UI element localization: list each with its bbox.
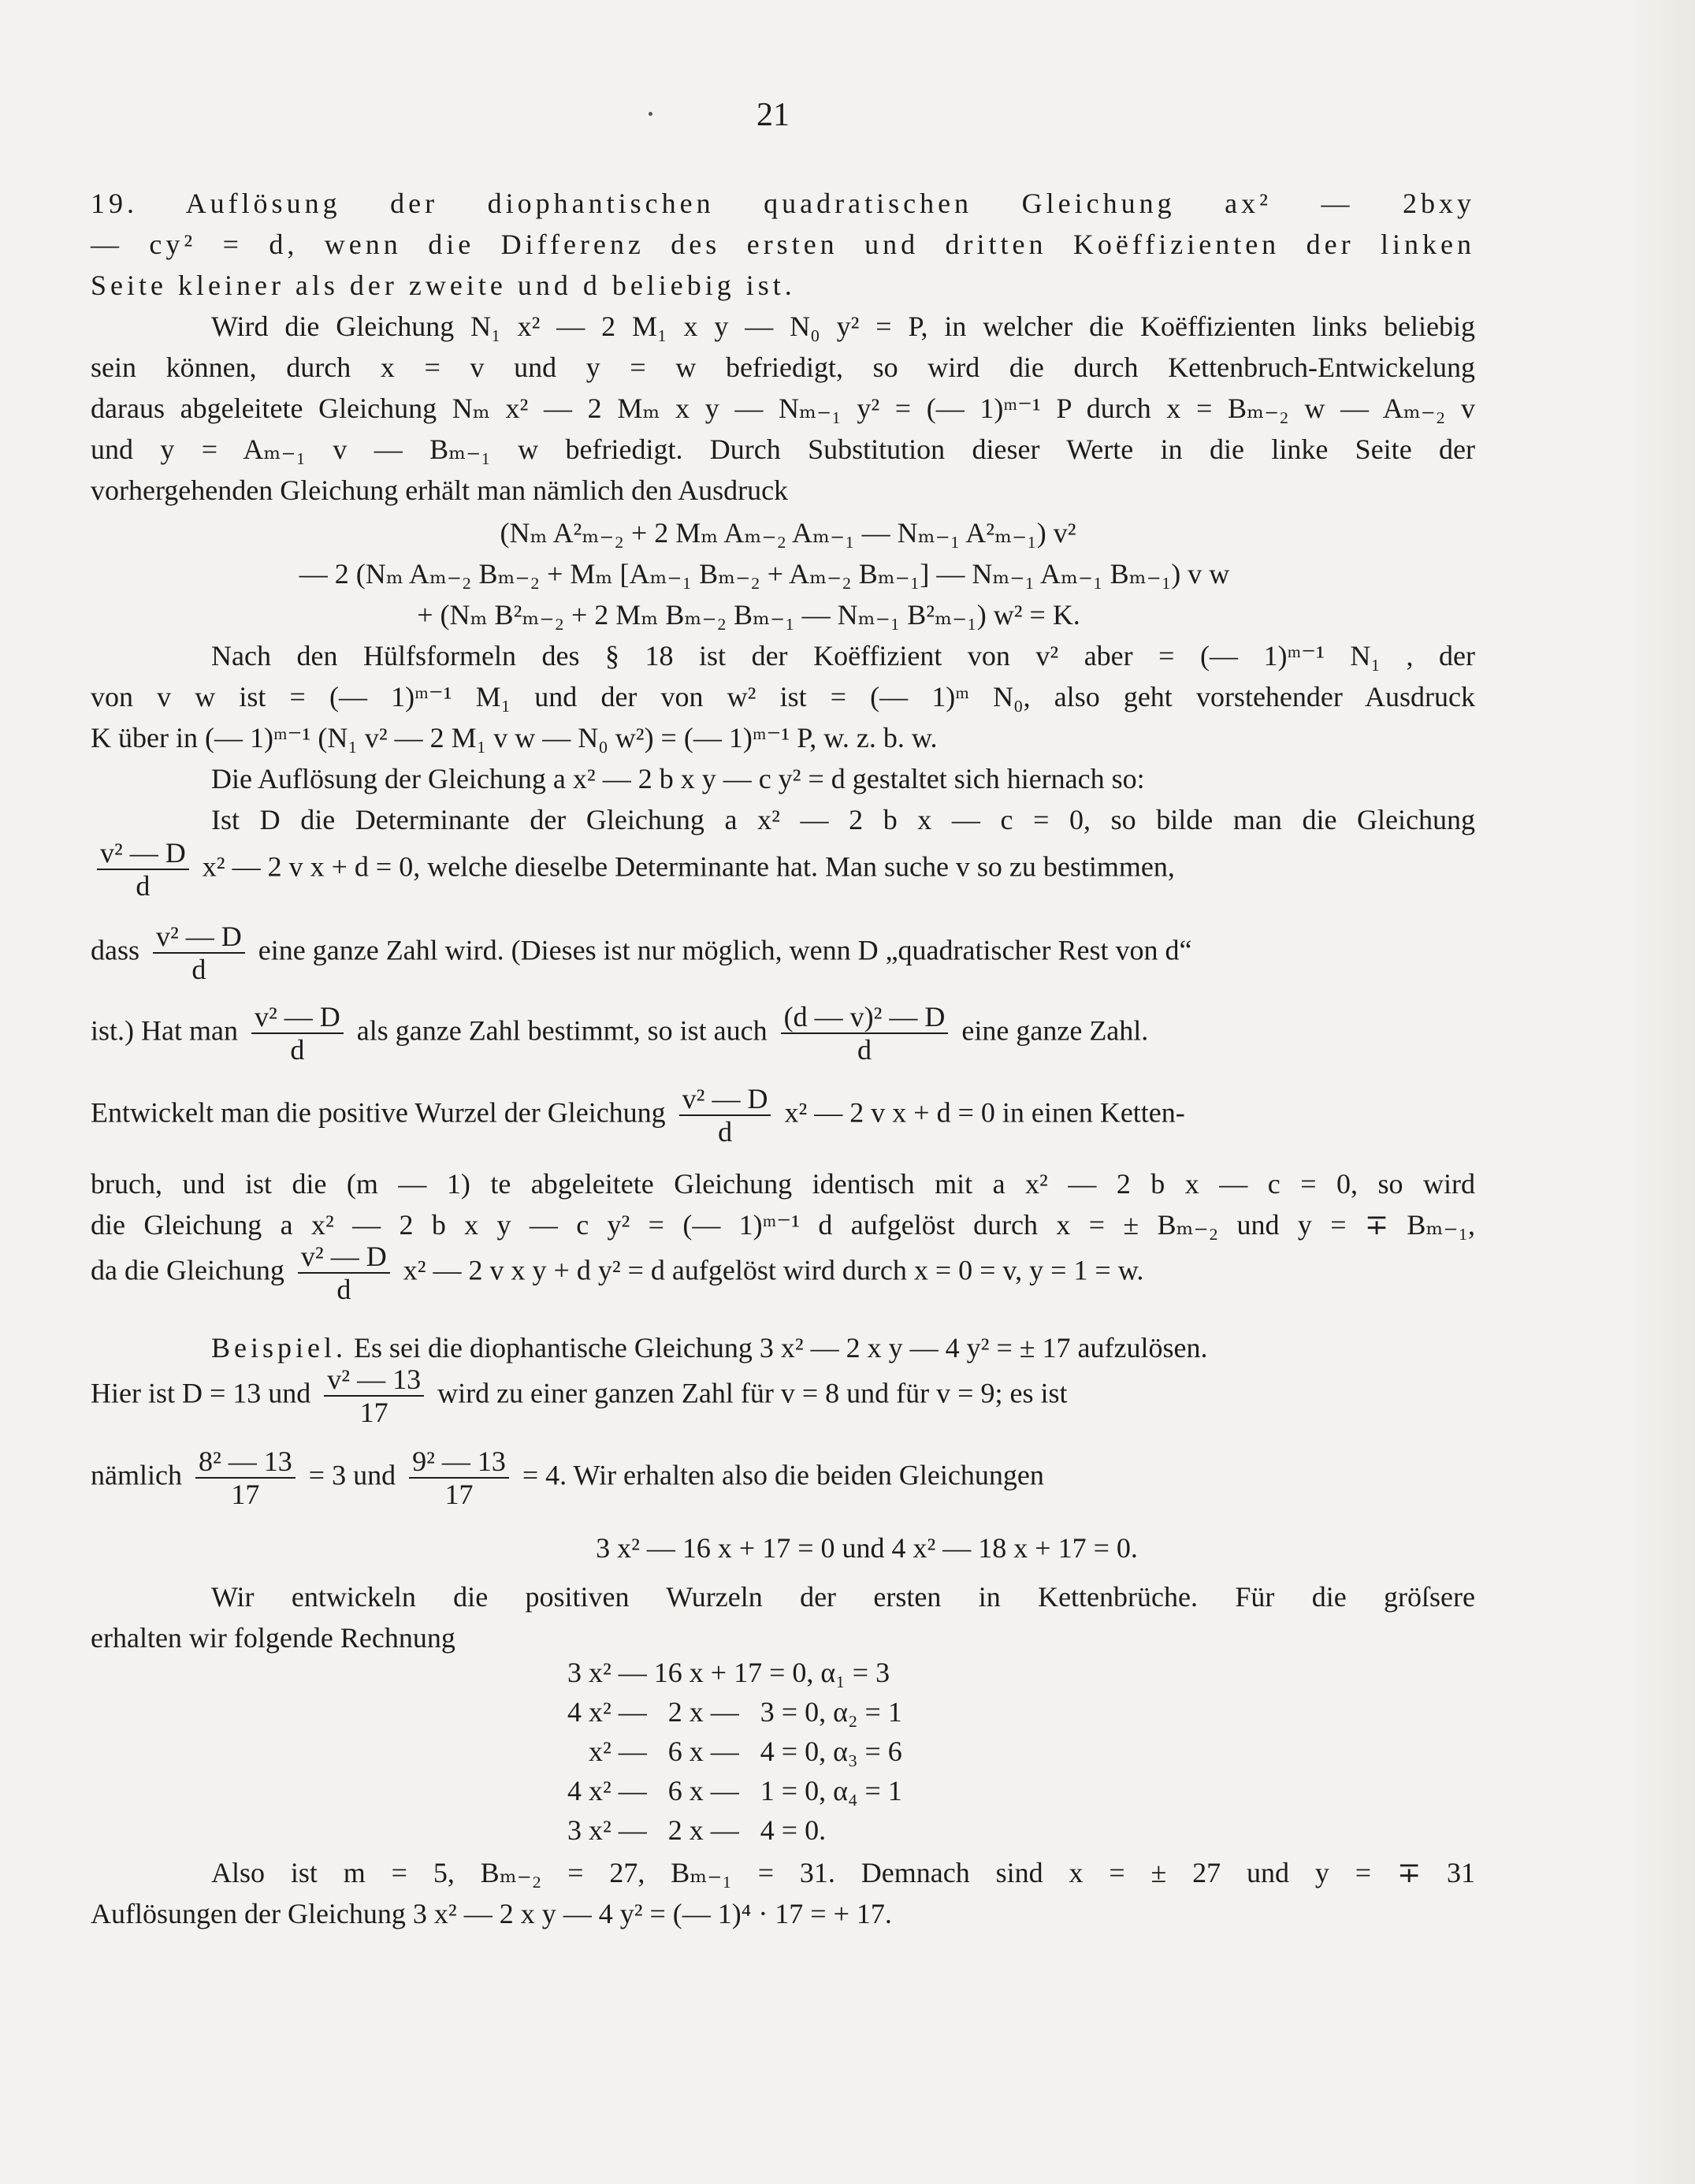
fraction-numerator: 8² — 13 — [195, 1445, 296, 1479]
example-text: Es sei die diophantische Gleichung 3 x² — 2 x y — 4 y² = ± 17 aufzulösen. — [353, 1332, 1208, 1364]
heading-line: — cy² = d, wenn die Differenz des ersten und dritten Koëffizienten der linken — [91, 229, 1475, 260]
text-line: Also ist m = 5, Bₘ₋₂ = 27, Bₘ₋₁ = 31. Demnach sind x = ± 27 und y = ∓ 31 — [211, 1857, 1475, 1888]
fraction-numerator: 9² — 13 — [409, 1445, 509, 1479]
text-line: Nach den Hülfsformeln des § 18 ist der Koëffizient von v² aber = (— 1)ᵐ⁻¹ N₁ , der — [211, 640, 1475, 672]
text-fragment: da die Gleichung — [91, 1254, 284, 1286]
text-fragment: = 3 und — [308, 1459, 396, 1491]
heading-line: 19. Auflösung der diophantischen quadratischen Gleichung ax² — 2bxy — [91, 188, 1475, 219]
calc-row: 3 x² — 16 x + 17 = 0, α₁ = 3 — [567, 1657, 890, 1688]
text-fragment: eine ganze Zahl wird. (Dieses ist nur möglich, wenn D „quadratischer Rest von d“ — [258, 934, 1192, 966]
text-fragment: Entwickelt man die positive Wurzel der Gleichung — [91, 1096, 666, 1129]
fraction — [195, 1445, 296, 1510]
equation-text: x² — 2 v x + d = 0, welche dieselbe Determinante hat. Man suche v so zu bestimmen, — [202, 850, 1175, 883]
fraction — [409, 1445, 509, 1510]
fraction-denominator: d — [857, 1034, 872, 1066]
fraction-numerator: v² — D — [679, 1083, 771, 1116]
text-line: von v w ist = (— 1)ᵐ⁻¹ M₁ und der von w² ist = (— 1)ᵐ N₀, also geht vorstehender Ausdruck — [91, 681, 1475, 712]
expression-line: — 2 (Nₘ Aₘ₋₂ Bₘ₋₂ + Mₘ [Aₘ₋₁ Bₘ₋₂ + Aₘ₋₂ Bₘ₋₁] — Nₘ₋₁ Aₘ₋₁ Bₘ₋₁) v w — [299, 558, 1230, 590]
text-fragment: dass — [91, 934, 139, 966]
fraction-numerator: v² — D — [97, 837, 189, 870]
fraction-numerator: v² — D — [251, 1001, 344, 1034]
text-line: Auflösungen der Gleichung 3 x² — 2 x y — 4 y² = (— 1)⁴ · 17 = + 17. — [91, 1898, 892, 1929]
fraction-denominator: 17 — [231, 1479, 260, 1510]
text-fragment: x² — 2 v x y + d y² = d aufgelöst wird durch x = 0 = v, y = 1 = w. — [403, 1254, 1144, 1286]
text-line — [91, 1364, 1475, 1428]
fraction — [97, 837, 189, 902]
fraction — [251, 1001, 344, 1066]
text-line: K über in (— 1)ᵐ⁻¹ (N₁ v² — 2 M₁ v w — N₀ w²) = (— 1)ᵐ⁻¹ P, w. z. b. w. — [91, 722, 938, 753]
example-line — [211, 1327, 1475, 1368]
text-fragment: wird zu einer ganzen Zahl für v = 8 und für v = 9; es ist — [437, 1377, 1068, 1409]
text-line: die Gleichung a x² — 2 b x y — c y² = (— 1)ᵐ⁻¹ d aufgelöst durch x = ± Bₘ₋₂ und y = ∓ Bₘ₋₁, — [91, 1209, 1476, 1241]
text-fragment: ist.) Hat man — [91, 1014, 238, 1047]
fraction-denominator: d — [290, 1034, 305, 1066]
fraction — [298, 1241, 390, 1305]
heading-line: Seite kleiner als der zweite und d beliebig ist. — [91, 270, 796, 301]
text-line: und y = Aₘ₋₁ v — Bₘ₋₁ w befriedigt. Durch Substitution dieser Werte in die linke Seite der — [91, 433, 1475, 465]
text-line: daraus abgeleitete Gleichung Nₘ x² — 2 Mₘ x y — Nₘ₋₁ y² = (— 1)ᵐ⁻¹ P durch x = Bₘ₋₂ w — Aₘ₋₂ v — [91, 393, 1475, 424]
equation-line: 3 x² — 16 x + 17 = 0 und 4 x² — 18 x + 17 = 0. — [596, 1532, 1138, 1564]
fraction-numerator: (d — v)² — D — [781, 1001, 949, 1034]
text-line — [91, 1001, 1475, 1066]
example-label: Beispiel. — [211, 1332, 347, 1364]
stray-mark — [649, 112, 652, 116]
text-line: Wir entwickeln die positiven Wurzeln der ersten in Kettenbrüche. Für die gröſsere — [211, 1581, 1475, 1613]
fraction — [324, 1364, 424, 1428]
text-line: vorhergehenden Gleichung erhält man nämlich den Ausdruck — [91, 474, 789, 506]
calc-row: 4 x² — 2 x — 3 = 0, α₂ = 1 — [567, 1696, 902, 1728]
text-line: sein können, durch x = v und y = w befriedigt, so wird die durch Kettenbruch-Entwickelung — [91, 352, 1475, 383]
text-fragment: Hier ist D = 13 und — [91, 1377, 311, 1409]
fraction — [153, 921, 245, 985]
expression-line: (Nₘ A²ₘ₋₂ + 2 Mₘ Aₘ₋₂ Aₘ₋₁ — Nₘ₋₁ A²ₘ₋₁) v² — [500, 517, 1076, 549]
fraction-denominator: d — [136, 870, 151, 902]
page-edge-shadow — [1624, 0, 1695, 2184]
calc-row: x² — 6 x — 4 = 0, α₃ = 6 — [567, 1736, 902, 1767]
page-number: 21 — [756, 97, 790, 133]
fraction — [781, 1001, 949, 1066]
calc-row: 4 x² — 6 x — 1 = 0, α₄ = 1 — [567, 1775, 902, 1806]
text-fragment: als ganze Zahl bestimmt, so ist auch — [356, 1014, 768, 1047]
calc-row: 3 x² — 2 x — 4 = 0. — [567, 1814, 827, 1846]
fraction-numerator: v² — D — [153, 921, 245, 954]
equation-line — [91, 837, 1475, 902]
text-line: Die Auflösung der Gleichung a x² — 2 b x y — c y² = d gestaltet sich hiernach so: — [211, 763, 1145, 794]
text-line: bruch, und ist die (m — 1) te abgeleitete Gleichung identisch mit a x² — 2 b x — c = 0, so wird — [91, 1168, 1475, 1200]
text-line: Ist D die Determinante der Gleichung a x² — 2 b x — c = 0, so bilde man die Gleichung — [211, 804, 1475, 835]
fraction-denominator: d — [718, 1116, 733, 1148]
text-line — [91, 1241, 1475, 1305]
fraction-denominator: 17 — [359, 1397, 388, 1428]
fraction-denominator: d — [191, 954, 206, 985]
text-fragment: eine ganze Zahl. — [961, 1014, 1149, 1047]
expression-line: + (Nₘ B²ₘ₋₂ + 2 Mₘ Bₘ₋₂ Bₘ₋₁ — Nₘ₋₁ B²ₘ₋₁) w² = K. — [417, 599, 1080, 631]
text-line: erhalten wir folgende Rechnung — [91, 1622, 455, 1654]
fraction-numerator: v² — D — [298, 1241, 390, 1274]
text-line — [91, 1083, 1475, 1148]
text-fragment: x² — 2 v x + d = 0 in einen Ketten- — [784, 1096, 1185, 1129]
fraction — [679, 1083, 771, 1148]
fraction-numerator: v² — 13 — [324, 1364, 424, 1397]
fraction-denominator: d — [336, 1274, 351, 1305]
text-fragment: nämlich — [91, 1459, 182, 1491]
fraction-denominator: 17 — [444, 1479, 474, 1510]
text-fragment: = 4. Wir erhalten also die beiden Gleichungen — [522, 1459, 1044, 1491]
text-line: Wird die Gleichung N₁ x² — 2 M₁ x y — N₀ y² = P, in welcher die Koëffizienten links beliebig — [211, 311, 1475, 342]
text-line — [91, 1445, 1475, 1510]
text-line — [91, 921, 1475, 985]
